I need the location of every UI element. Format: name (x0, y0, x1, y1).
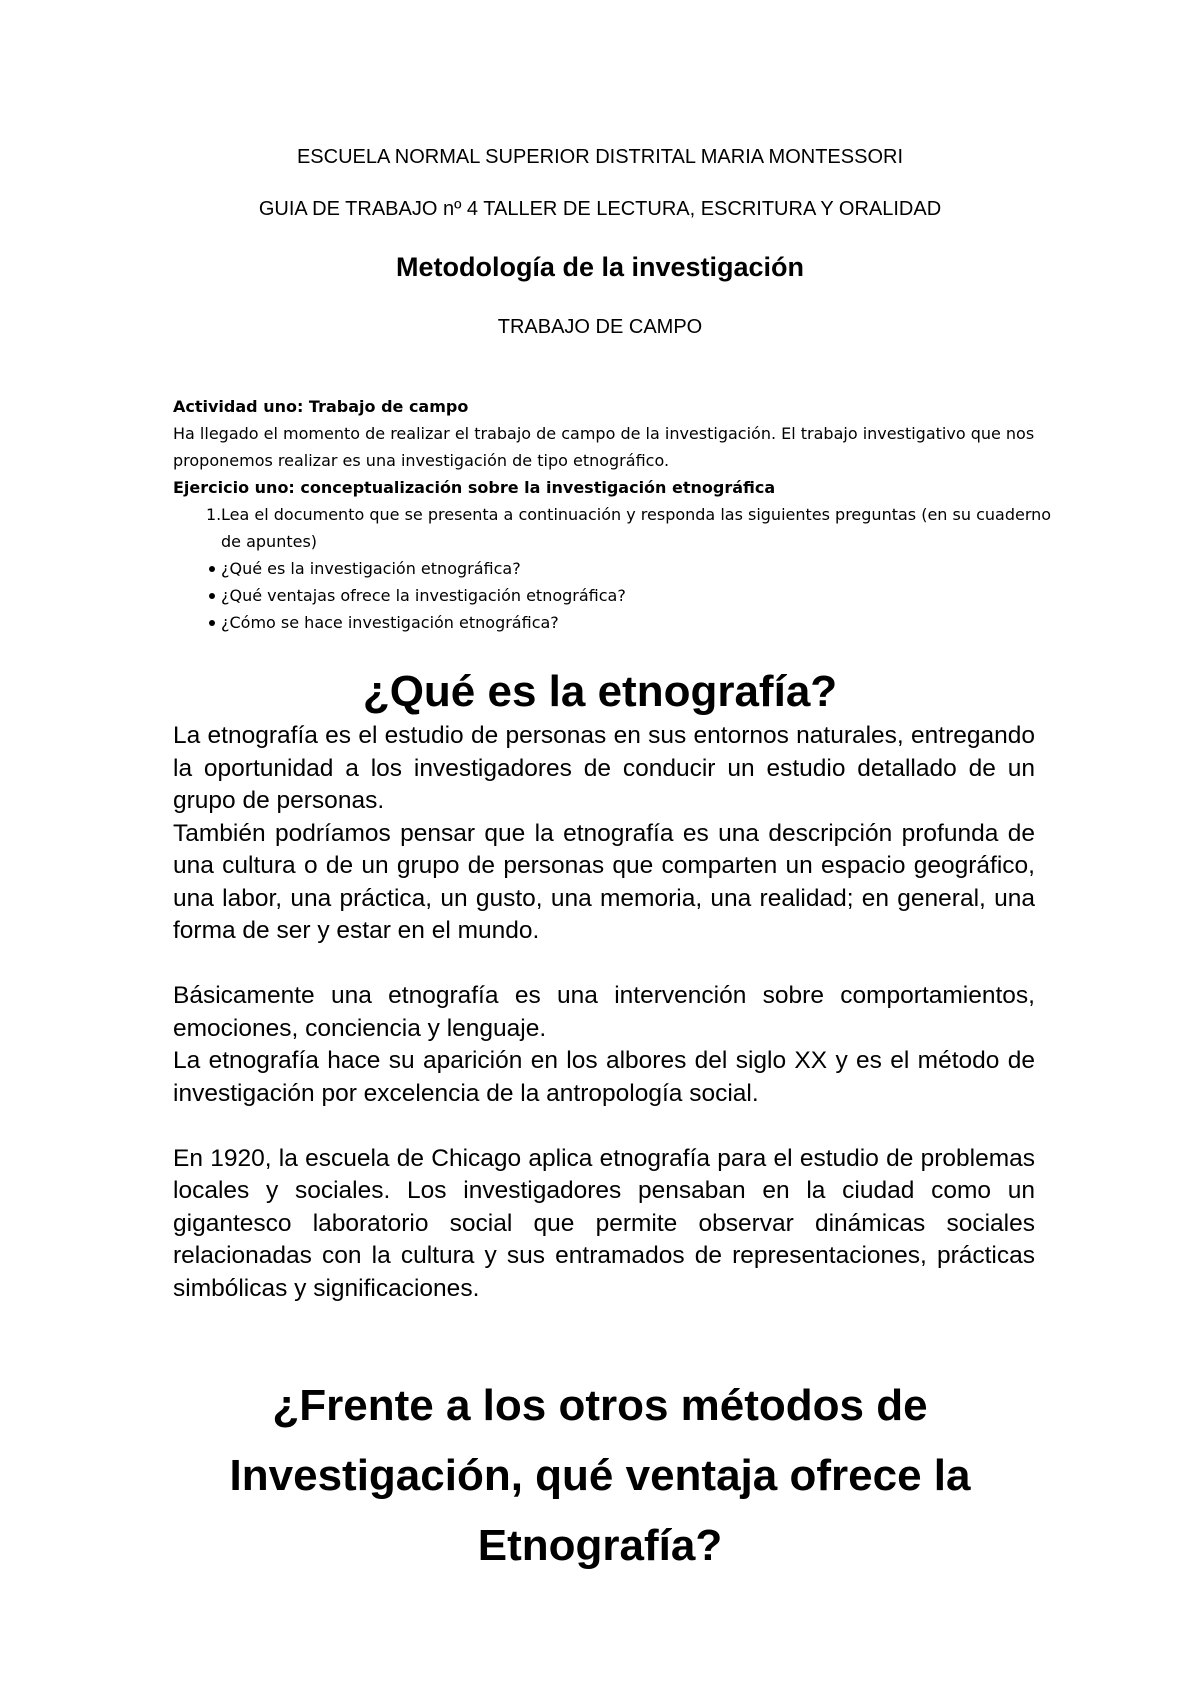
heading-line: Etnografía? (477, 1521, 723, 1570)
paragraph: En 1920, la escuela de Chicago aplica etnografía para el estudio de problemas locales y sociales. Los investigadores pensaban en la ciudad como un gigantesco laboratorio social que permite observar dinámicas sociales relacionadas con la cultura y sus entramados de representaciones, prácticas simbólicas y significaciones. (173, 1144, 1035, 1302)
paragraph: Básicamente una etnografía es una intervención sobre comportamientos, emociones, conciencia y lenguaje. (173, 982, 1035, 1042)
school-name: ESCUELA NORMAL SUPERIOR DISTRITAL MARIA MONTESSORI (296, 146, 904, 168)
ethnography-body (173, 720, 1035, 1305)
paragraph: La etnografía es el estudio de personas en sus entornos naturales, entregando la oportunidad a los investigadores de conducir un estudio detallado de un grupo de personas. (173, 722, 1035, 814)
question-text: ¿Qué ventajas ofrece la investigación etnográfica? (221, 586, 626, 605)
paragraph-gap (173, 1110, 1035, 1143)
exercise-title: Ejercicio uno: conceptualización sobre la investigación etnográfica (173, 478, 776, 497)
heading-line: Investigación, qué ventaja ofrece la (229, 1451, 971, 1500)
paragraph: La etnografía hace su aparición en los albores del siglo XX y es el método de investigación por excelencia de la antropología social. (173, 1047, 1035, 1107)
bullet-icon (209, 593, 215, 599)
guide-title: GUIA DE TRABAJO nº 4 TALLER DE LECTURA, ESCRITURA Y ORALIDAD (258, 198, 942, 220)
activity-intro: Ha llegado el momento de realizar el trabajo de campo de la investigación. El trabajo investigativo que nos proponemos realizar es una investigación de tipo etnográfico. (173, 424, 1035, 470)
numbered-item-text: Lea el documento que se presenta a continuación y responda las siguientes preguntas (en su cuaderno de apuntes) (221, 505, 1052, 551)
question-text: ¿Cómo se hace investigación etnográfica? (221, 613, 559, 632)
numbered-list (173, 501, 1053, 555)
bullet-icon (209, 620, 215, 626)
section-heading-advantage (0, 1371, 1200, 1581)
list-marker: 1. (206, 505, 222, 524)
heading-line: ¿Frente a los otros métodos de (272, 1381, 928, 1430)
paragraph: También podríamos pensar que la etnografía es una descripción profunda de una cultura o de un grupo de personas que comparten un espacio geográfico, una labor, una práctica, un gusto, una memoria, una realidad; en general, una forma de ser y estar en el mundo. (173, 819, 1035, 944)
numbered-item (173, 501, 1053, 555)
bullet-icon (209, 566, 215, 572)
question-item (173, 582, 1053, 609)
section-heading-ethnography: ¿Qué es la etnografía? (362, 667, 838, 716)
question-item (173, 609, 1053, 636)
paragraph-gap (173, 948, 1035, 981)
activity-title: Actividad uno: Trabajo de campo (173, 397, 469, 416)
activity-section (173, 393, 1053, 636)
question-text: ¿Qué es la investigación etnográfica? (221, 559, 521, 578)
question-item (173, 555, 1053, 582)
subject-title: Metodología de la investigación (395, 252, 805, 282)
topic-title: TRABAJO DE CAMPO (497, 316, 703, 338)
